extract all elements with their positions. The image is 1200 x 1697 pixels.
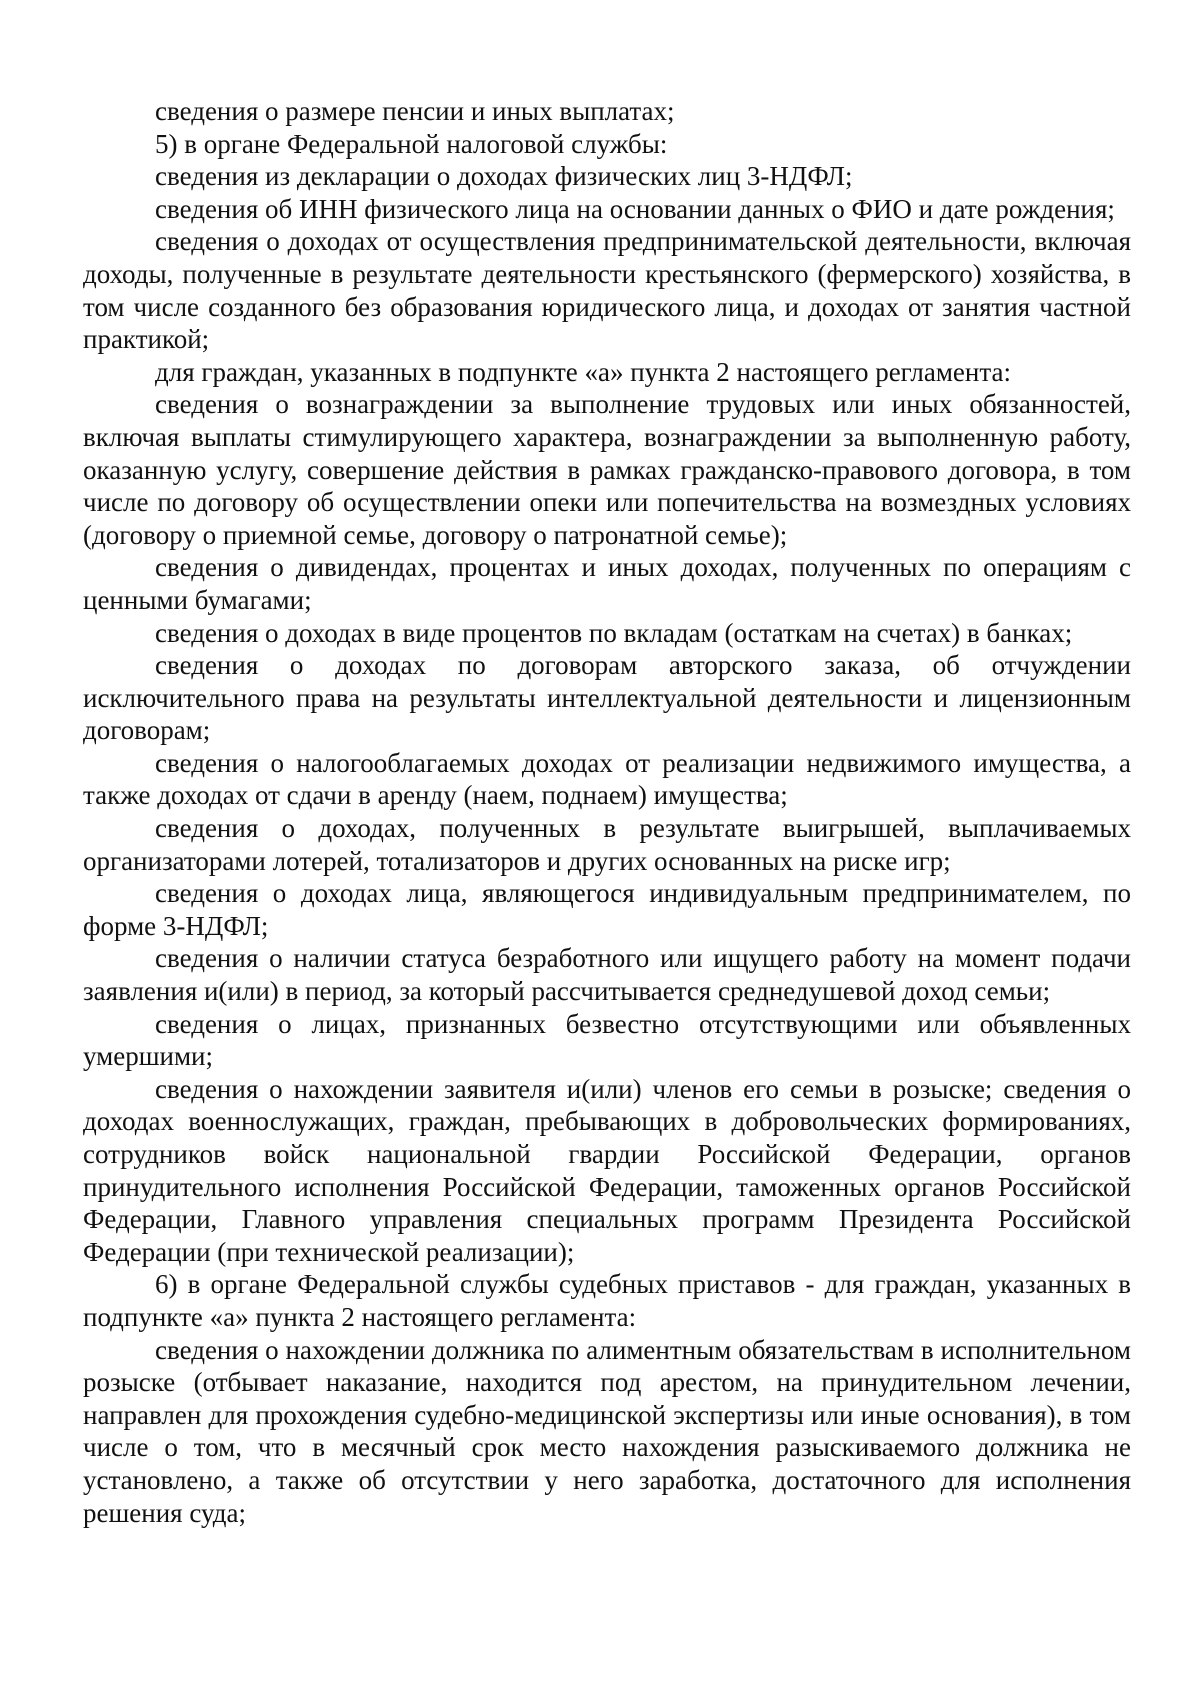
paragraph-business-income: сведения о доходах от осуществления предпринимательской деятельности, включая доходы, полученные в результате деятельности крестьянского (фермерского) хозяйства, в том числе созданного без образования юридического лица, и доходах от занятия частной практикой; [83, 226, 1131, 355]
paragraph-unemployment-status: сведения о наличии статуса безработного или ищущего работу на момент подачи заявления и(или) в период, за который рассчитывается среднедушевой доход семьи; [83, 943, 1131, 1007]
paragraph-lottery-winnings: сведения о доходах, полученных в результате выигрышей, выплачиваемых организаторами лотерей, тотализаторов и других основанных на риске игр; [83, 813, 1131, 876]
paragraph-alimony-debtor: сведения о нахождении должника по алиментным обязательствам в исполнительном розыске (отбывает наказание, находится под арестом, на принудительном лечении, направлен для прохождения судебно-медицинской экспертизы или иные основания), в том числе о том, что в месячный срок место нахождения разыскиваемого должника не установлено, а также об отсутствии у него заработка, достаточного для исполнения решения суда; [83, 1334, 1131, 1528]
paragraph-entrepreneur-income: сведения о доходах лица, являющегося индивидуальным предпринимателем, по форме 3-НДФЛ; [83, 878, 1131, 941]
paragraph-citizens-subpoint-a: для граждан, указанных в подпункте «а» пункта 2 настоящего регламента: [155, 356, 1011, 387]
paragraph-wanted-military-income: сведения о нахождении заявителя и(или) членов его семьи в розыске; сведения о доходах военнослужащих, граждан, пребывающих в добровольческих формированиях, сотрудников войск национальной гвардии Российской Федерации, органов принудительного исполнения Российской Федерации, таможенных органов Российской Федерации, Главного управления специальных программ Президента Российской Федерации (при технической реализации); [83, 1073, 1131, 1267]
document-body [83, 95, 1131, 1529]
paragraph-missing-persons: сведения о лицах, признанных безвестно отсутствующими или объявленных умершими; [83, 1008, 1131, 1072]
paragraph-inn-info: сведения об ИНН физического лица на основании данных о ФИО и дате рождения; [155, 193, 1115, 224]
paragraph-author-contracts: сведения о доходах по договорам авторского заказа, об отчуждении исключительного права на результаты интеллектуальной деятельности и лицензионным договорам; [83, 650, 1131, 746]
paragraph-bailiff-service-heading: 6) в органе Федеральной службы судебных приставов - для граждан, указанных в подпункте «а» пункта 2 настоящего регламента: [83, 1269, 1131, 1332]
paragraph-remuneration: сведения о вознаграждении за выполнение трудовых или иных обязанностей, включая выплаты стимулирующего характера, вознаграждении за выполненную работу, оказанную услугу, совершение действия в рамках гражданско-правового договора, в том числе по договору об осуществлении опеки или попечительства на возмездных условиях (договору о приемной семье, договору о патронатной семье); [83, 389, 1131, 550]
paragraph-dividends: сведения о дивидендах, процентах и иных доходах, полученных по операциям с ценными бумагами; [83, 552, 1131, 615]
paragraph-bank-interest: сведения о доходах в виде процентов по вкладам (остаткам на счетах) в банках; [155, 617, 1073, 648]
paragraph-3ndfl-declaration: сведения из декларации о доходах физических лиц 3-НДФЛ; [155, 161, 853, 192]
paragraph-real-estate-income: сведения о налогооблагаемых доходах от реализации недвижимого имущества, а также доходах от сдачи в аренду (наем, поднаем) имущества; [83, 747, 1131, 811]
paragraph-tax-service-heading: 5) в органе Федеральной налоговой службы: [155, 128, 668, 159]
paragraph-pension-info: сведения о размере пенсии и иных выплатах; [155, 96, 675, 126]
